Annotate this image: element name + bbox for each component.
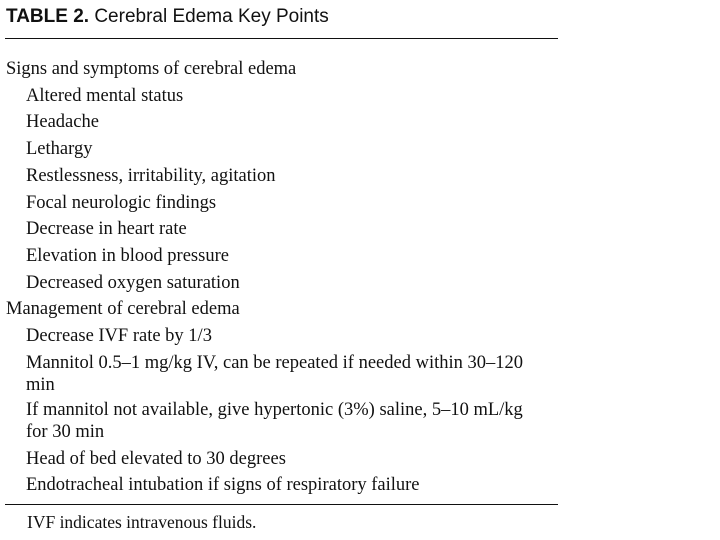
table-body [6, 56, 558, 499]
list-item: Endotracheal intubation if signs of respiratory failure [26, 475, 420, 496]
table-label: TABLE 2. [6, 6, 90, 27]
list-item: Restlessness, irritability, agitation [26, 165, 276, 186]
list-item: Elevation in blood pressure [26, 245, 229, 266]
list-item: Decreased oxygen saturation [26, 272, 240, 293]
table-footnote: IVF indicates intravenous fluids. [27, 512, 257, 532]
list-item: Lethargy [26, 139, 93, 160]
list-item: Focal neurologic findings [26, 192, 217, 213]
bottom-rule [5, 504, 558, 505]
list-item: Altered mental status [26, 85, 184, 106]
list-item: Mannitol 0.5–1 mg/kg IV, can be repeated if needed within 30–120 min [26, 352, 523, 395]
table-title [6, 5, 329, 29]
list-item: Head of bed elevated to 30 degrees [26, 448, 286, 469]
list-item: Headache [26, 112, 99, 133]
list-item: Decrease IVF rate by 1/3 [26, 326, 212, 347]
section-heading-signs: Signs and symptoms of cerebral edema [6, 59, 297, 79]
list-item: Decrease in heart rate [26, 219, 187, 240]
section-heading-management: Management of cerebral edema [6, 299, 240, 320]
top-rule [5, 38, 558, 39]
table-title-text: Cerebral Edema Key Points [94, 6, 329, 27]
list-item: If mannitol not available, give hypertonic (3%) saline, 5–10 mL/kg for 30 min [26, 399, 523, 442]
